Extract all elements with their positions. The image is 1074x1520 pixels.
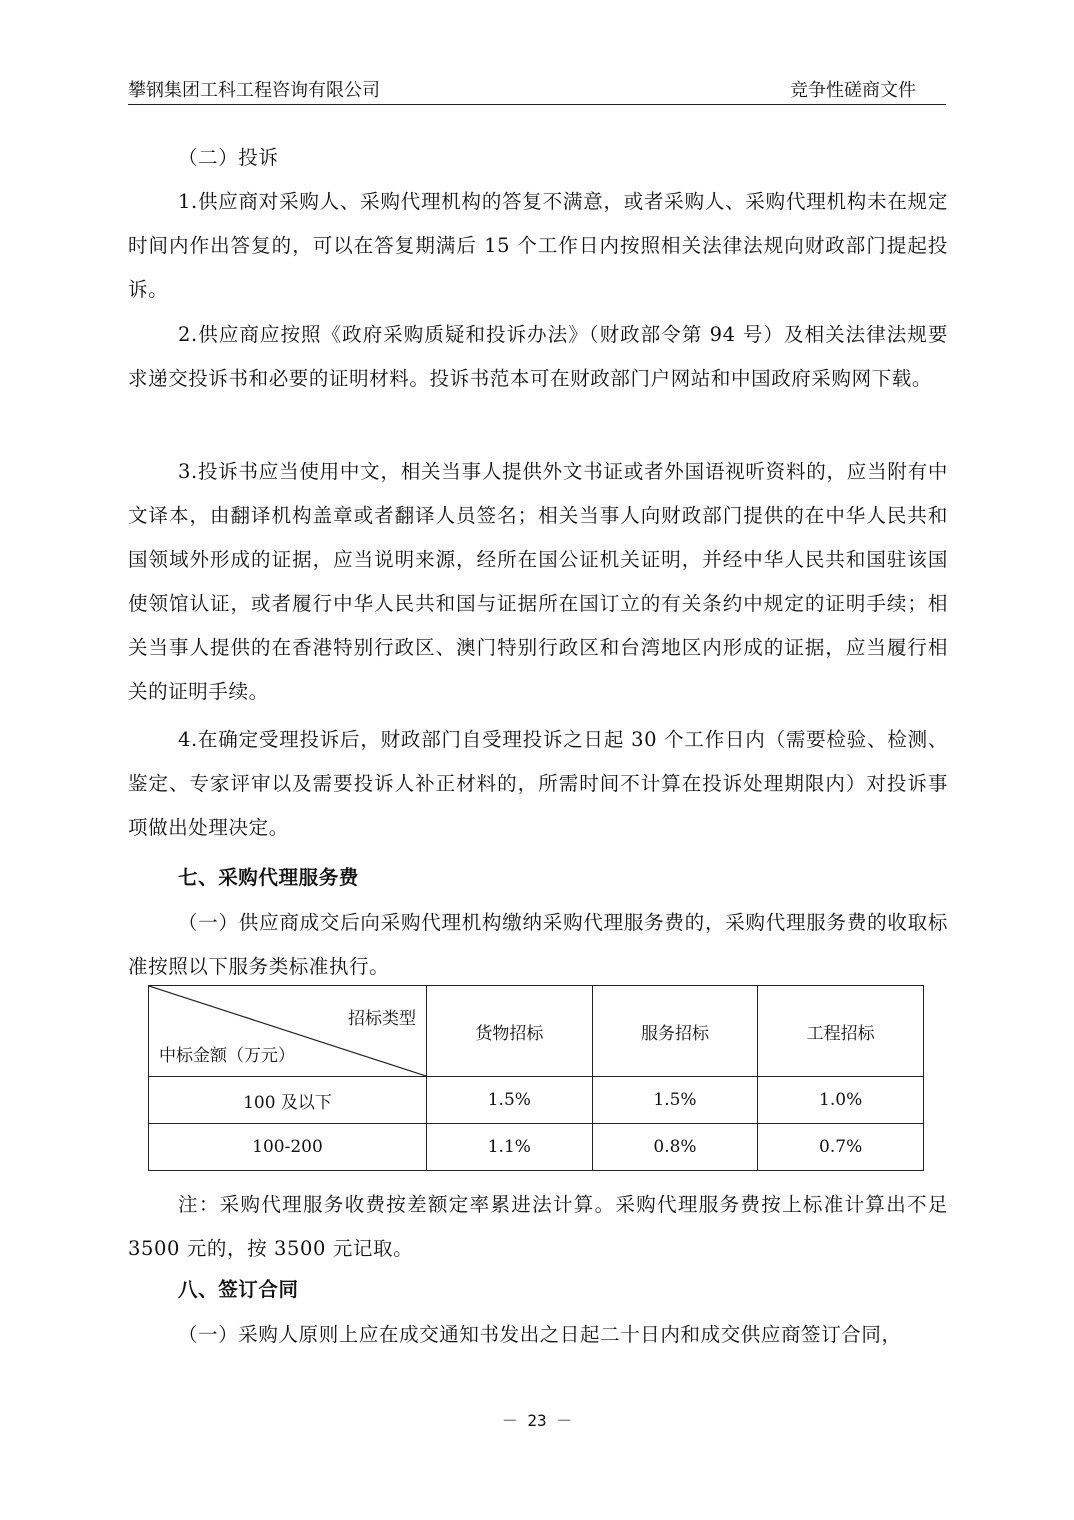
table-row: [149, 1124, 924, 1171]
fee-rate-table: [148, 985, 924, 1171]
header-company-name: 攀钢集团工科工程咨询有限公司: [128, 80, 380, 101]
fee-table-header-row: [149, 986, 924, 1077]
fee-intro: （一）供应商成交后向采购代理机构缴纳采购代理服务费的，采购代理服务费的收取标准按照以下服务类标准执行。: [128, 911, 948, 978]
page-number: － 23 －: [501, 1411, 573, 1430]
complaint-title: （二）投诉: [178, 146, 279, 169]
row-range: 100-200: [149, 1124, 427, 1171]
row-range: 100 及以下: [149, 1077, 427, 1124]
contract-item-1: （一）采购人原则上应在成交通知书发出之日起二十日内和成交供应商签订合同，: [178, 1323, 902, 1346]
rate-engineering: 1.0%: [758, 1077, 924, 1124]
column-header-goods: 货物招标: [427, 986, 593, 1077]
rate-goods: 1.5%: [427, 1077, 593, 1124]
header-document-title: 竞争性磋商文件: [790, 80, 916, 101]
table-row: [149, 1077, 924, 1124]
rate-services: 1.5%: [592, 1077, 758, 1124]
fee-table-corner-cell: [149, 986, 427, 1077]
complaint-item-4: 4.在确定受理投诉后，财政部门自受理投诉之日起 30 个工作日内（需要检验、检测、鉴定、专家评审以及需要投诉人补正材料的，所需时间不计算在投诉处理期限内）对投诉事项做出处理决定。: [128, 728, 948, 839]
corner-label-tender-type: 招标类型: [348, 1009, 416, 1029]
contract-section-heading: 八、签订合同: [178, 1278, 299, 1301]
fee-section-heading: 七、采购代理服务费: [178, 866, 359, 889]
rate-services: 0.8%: [592, 1124, 758, 1171]
rate-engineering: 0.7%: [758, 1124, 924, 1171]
complaint-item-3: 3.投诉书应当使用中文，相关当事人提供外文书证或者外国语视听资料的，应当附有中文译本，由翻译机构盖章或者翻译人员签名；相关当事人向财政部门提供的在中华人民共和国领域外形成的证据，应当说明来源，经所在国公证机关证明，并经中华人民共和国驻该国使领馆认证，或者履行中华人民共和国与证据所在国订立的有关条约中规定的证明手续；相关当事人提供的在香港特别行政区、澳门特别行政区和台湾地区内形成的证据，应当履行相关的证明手续。: [128, 460, 948, 703]
corner-label-amount: 中标金额（万元）: [159, 1046, 295, 1066]
rate-goods: 1.1%: [427, 1124, 593, 1171]
column-header-engineering: 工程招标: [758, 986, 924, 1077]
fee-note: 注：采购代理服务收费按差额定率累进法计算。采购代理服务费按上标准计算出不足 3500 元的，按 3500 元记取。: [128, 1193, 948, 1260]
column-header-services: 服务招标: [592, 986, 758, 1077]
page-header: [128, 74, 946, 105]
complaint-item-1: 1.供应商对采购人、采购代理机构的答复不满意，或者采购人、采购代理机构未在规定时间内作出答复的，可以在答复期满后 15 个工作日内按照相关法律法规向财政部门提起投诉。: [128, 190, 948, 301]
complaint-item-2: 2.供应商应按照《政府采购质疑和投诉办法》（财政部令第 94 号）及相关法律法规要求递交投诉书和必要的证明材料。投诉书范本可在财政部门户网站和中国政府采购网下载。: [128, 323, 948, 390]
